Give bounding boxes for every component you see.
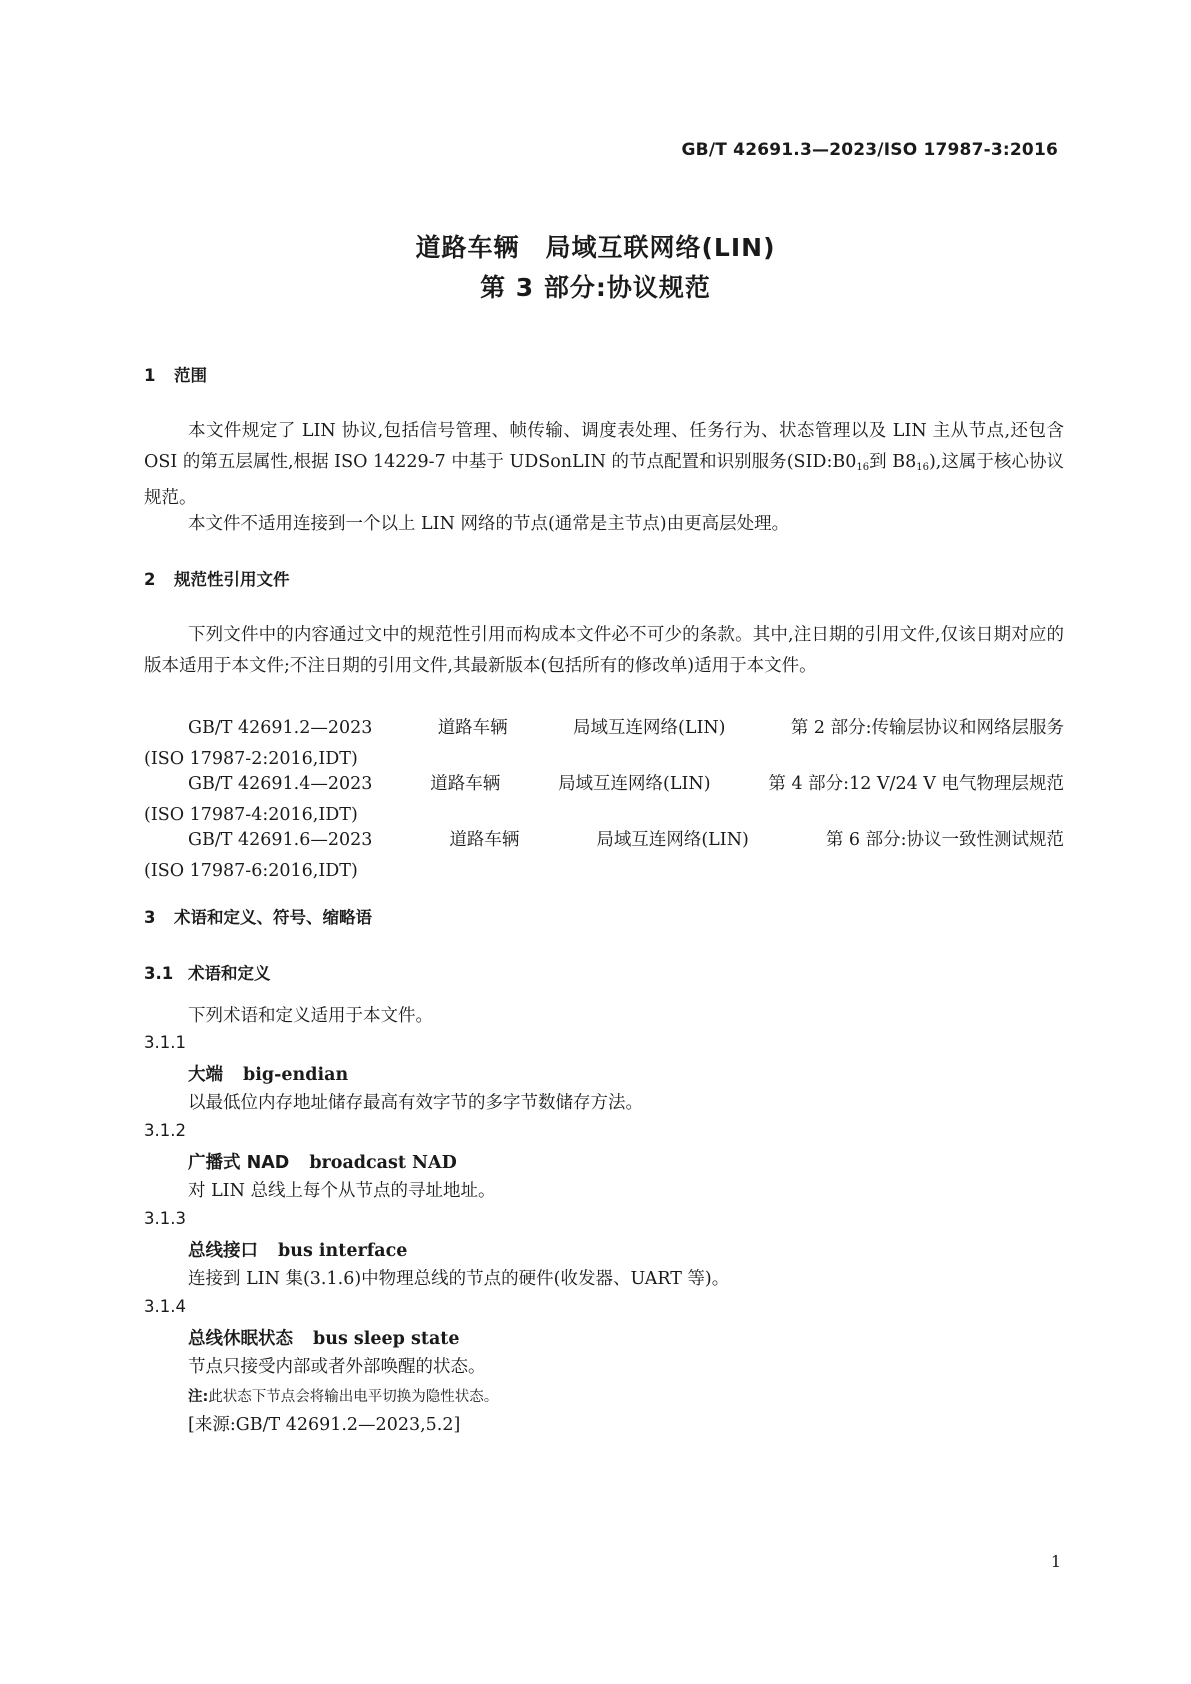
normative-reference-1 [144, 713, 1064, 775]
subsection-3-1-number: 3.1 [144, 964, 174, 983]
term-number: 3.1.2 [144, 1121, 186, 1140]
ref-code: GB/T 42691.6—2023 [188, 830, 373, 850]
section-2-intro: 下列文件中的内容通过文中的规范性引用而构成本文件必不可少的条款。其中,注日期的引用文件,仅该日期对应的版本适用于本文件;不注日期的引用文件,其最新版本(包括所有的修改单)适用于本文件。 [144, 625, 1064, 676]
standard-number-header: GB/T 42691.3—2023/ISO 17987-3:2016 [681, 140, 1058, 160]
term-entry [188, 1237, 407, 1262]
ref-part-title: 第 2 部分:传输层协议和网络层服务 [790, 718, 1064, 738]
term-chinese: 广播式 NAD [188, 1153, 290, 1173]
page-number: 1 [1050, 1552, 1061, 1571]
ref-code: GB/T 42691.2—2023 [188, 718, 373, 738]
section-2-number: 2 [144, 570, 156, 589]
term-english: bus interface [278, 1241, 408, 1261]
subsection-3-1-title: 术语和定义 [188, 964, 271, 983]
term-definition: 对 LIN 总线上每个从节点的寻址地址。 [188, 1181, 496, 1201]
ref-name-part1: 道路车辆 [437, 718, 508, 738]
term-number: 3.1.3 [144, 1209, 186, 1228]
terms-intro: 下列术语和定义适用于本文件。 [188, 1006, 433, 1026]
section-1-paragraph-2: 本文件不适用连接到一个以上 LIN 网络的节点(通常是主节点)由更高层处理。 [188, 514, 790, 534]
normative-reference-2 [144, 769, 1064, 831]
scope-text-part2: 到 B8 [869, 452, 917, 472]
section-1-number: 1 [144, 366, 156, 385]
subscript-16: 16 [856, 462, 870, 473]
subsection-3-1-heading [144, 960, 271, 984]
term-definition: 节点只接受内部或者外部唤醒的状态。 [188, 1357, 486, 1377]
term-number: 3.1.1 [144, 1033, 186, 1052]
ref-name-part1: 道路车辆 [449, 830, 520, 850]
section-1-paragraph-1 [144, 416, 1064, 514]
ref-iso-equivalent: (ISO 17987-4:2016,IDT) [144, 805, 358, 825]
section-2-title: 规范性引用文件 [174, 570, 290, 589]
term-entry [188, 1061, 348, 1086]
ref-iso-equivalent: (ISO 17987-6:2016,IDT) [144, 861, 358, 881]
term-number: 3.1.4 [144, 1297, 186, 1316]
ref-part-title: 第 4 部分:12 V/24 V 电气物理层规范 [768, 774, 1064, 794]
term-english: bus sleep state [313, 1329, 460, 1349]
section-3-title: 术语和定义、符号、缩略语 [174, 908, 372, 927]
document-title-line1: 道路车辆 局域互联网络(LIN) [415, 233, 776, 262]
subscript-16: 16 [916, 462, 929, 473]
ref-part-title: 第 6 部分:协议一致性测试规范 [825, 830, 1064, 850]
section-2-heading [144, 566, 290, 590]
term-source: [来源:GB/T 42691.2—2023,5.2] [188, 1415, 461, 1435]
ref-name-part2: 局域互连网络(LIN) [596, 830, 749, 850]
term-entry [188, 1149, 457, 1174]
term-chinese: 大端 [188, 1065, 223, 1085]
section-3-heading [144, 904, 372, 928]
ref-code: GB/T 42691.4—2023 [188, 774, 373, 794]
normative-reference-3 [144, 825, 1064, 887]
term-definition: 以最低位内存地址储存最高有效字节的多字节数储存方法。 [188, 1093, 643, 1113]
term-chinese: 总线休眠状态 [188, 1329, 293, 1349]
document-title-line2: 第 3 部分:协议规范 [480, 273, 711, 302]
term-note [188, 1385, 498, 1406]
section-1-heading [144, 362, 207, 386]
ref-name-part1: 道路车辆 [430, 774, 501, 794]
term-chinese: 总线接口 [188, 1241, 258, 1261]
term-entry [188, 1325, 460, 1350]
term-english: big-endian [243, 1065, 349, 1085]
ref-iso-equivalent: (ISO 17987-2:2016,IDT) [144, 749, 358, 769]
scope-text-part1: 本文件规定了 LIN 协议,包括信号管理、帧传输、调度表处理、任务行为、状态管理以及 LIN 主从节点,还包含 OSI 的第五层属性,根据 ISO 14229-7 中基于 UDSonLIN 的节点配置和识别服务(SID:B0 [144, 421, 1064, 472]
section-3-number: 3 [144, 908, 156, 927]
section-1-title: 范围 [174, 366, 207, 385]
note-label: 注: [188, 1389, 209, 1405]
term-english: broadcast NAD [309, 1153, 457, 1173]
term-definition: 连接到 LIN 集(3.1.6)中物理总线的节点的硬件(收发器、UART 等)。 [188, 1269, 730, 1289]
scope-text-part3: ),这属于核心协议规范。 [144, 452, 1064, 508]
note-text: 此状态下节点会将输出电平切换为隐性状态。 [208, 1389, 499, 1405]
ref-name-part2: 局域互连网络(LIN) [573, 718, 726, 738]
ref-name-part2: 局域互连网络(LIN) [558, 774, 711, 794]
